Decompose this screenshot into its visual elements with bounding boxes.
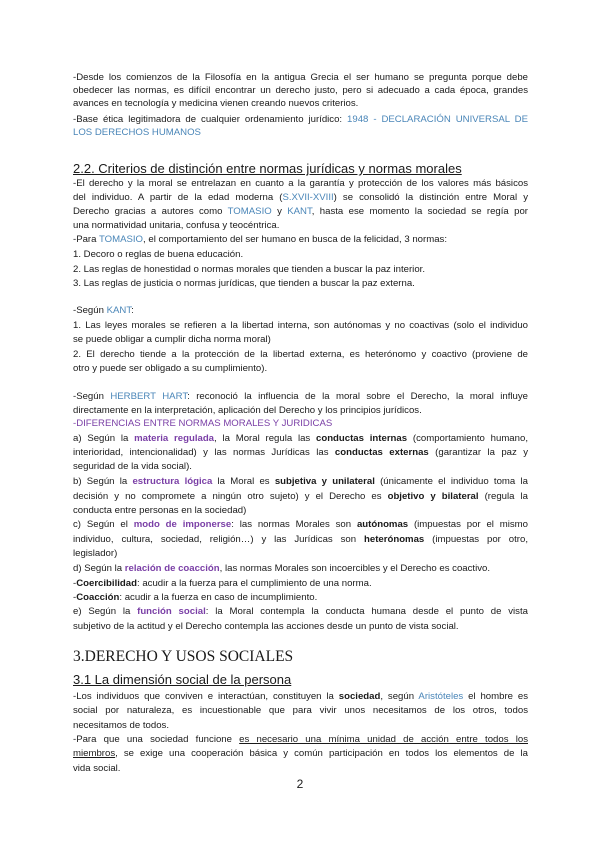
diff-c-line-2 [73,534,528,546]
aristoteles-link[interactable]: Aristóteles [418,691,464,702]
diff-b-line-1 [73,476,528,488]
text: (impuestas por el mismo [408,519,528,530]
kant-heading [73,305,134,317]
bold-text: Coercibilidad [76,578,137,589]
bold-text: sociedad [338,691,381,702]
intro-line-4 [73,114,528,126]
bold-text: autónomas [356,519,409,530]
kant-item-1-cont: se puede obligar a cumplir dicha norma moral) [73,334,271,345]
text: (regula la [478,491,528,502]
coercibilidad-line [73,578,372,590]
diff-d-line-1 [73,563,490,575]
bold-text: Coacción [76,592,120,603]
text: decisión y no compromete a ningún otro sujeto) y el Derecho es [73,491,388,502]
section-3-title: 3.DERECHO Y USOS SOCIALES [73,648,294,665]
text: Derecho gracias a autores como [73,206,228,217]
s22-line-1: -El derecho y la moral se entrelazan en cuanto a la garantía y protección de los valores más básicos [73,178,528,189]
bold-text: subjetiva y unilateral [274,476,375,487]
text: y [271,206,288,217]
text: , se exige una cooperación básica y común participación en todos los elementos de la [115,748,528,759]
page-number: 2 [296,777,304,791]
diff-e-line-2: subjetivo de la actitud y el Derecho contempla las acciones desde un punto de vista social. [73,621,459,632]
differences-heading: -DIFERENCIAS ENTRE NORMAS MORALES Y JURIDICAS [73,418,333,429]
bold-text: conductas externas [334,447,429,458]
text: individuo, cultura, sociedad, religión…) y las Jurídicas son [73,534,365,545]
s31-line-5 [73,748,528,760]
text: , la Moral regula las [214,433,316,444]
text: -Los individuos que conviven e interactúan, constituyen la [73,691,339,702]
text: d) Según la [73,563,125,574]
s31-line-2: social por naturaleza, es incuestionable que para vivir unos necesitamos de los otros, todos [73,705,528,716]
text: - [73,578,77,589]
section-2-2-title: 2.2. Criterios de distinción entre normas jurídicas y normas morales [73,161,462,176]
norm-item-1: 1. Decoro o reglas de buena educación. [73,249,244,260]
text: (únicamente el individuo toma la [374,476,528,487]
intro-text: -Base ética legitimadora de cualquier ordenamiento jurídico: [73,114,348,125]
s22-line-3 [73,206,528,218]
diff-b-line-2 [73,491,528,503]
text: el hombre es [463,691,529,702]
keyword: materia regulada [134,433,215,444]
text: del individuo. A partir de la edad moderna ( [73,192,283,203]
diff-a-line-3: seguridad de la vida social). [73,461,192,472]
bold-text: objetivo y bilateral [387,491,479,502]
text: : [131,305,134,316]
diff-c-line-1 [73,519,528,531]
kant-link[interactable]: KANT [106,305,132,316]
diff-b-line-3: conducta entre personas en la sociedad) [73,505,247,516]
s22-line-2 [73,192,528,204]
diff-c-line-3: legislador) [73,548,118,559]
text: : acudir a la fuerza en caso de incumplimiento. [119,592,318,603]
text: -Según [73,305,107,316]
text: : acudir a la fuerza para el cumplimiento de una norma. [136,578,372,589]
keyword: estructura lógica [132,476,213,487]
century-link[interactable]: S.XVII-XVIII [282,192,334,203]
text: : reconoció la influencia de la moral sobre el Derecho, la moral influye [187,391,528,402]
s31-line-3: necesitamos de todos. [73,720,169,731]
kant-link[interactable]: KANT [287,206,312,217]
norm-item-2: 2. Las reglas de honestidad o normas morales que tienden a buscar la paz interior. [73,264,425,275]
text: , hasta ese momento la sociedad se regía por [311,206,528,217]
text: c) Según el [73,519,134,530]
keyword: función social [137,606,206,617]
diff-a-line-1 [73,433,528,445]
s31-line-1 [73,691,528,703]
norm-item-3: 3. Las reglas de justicia o normas jurídicas, que tienden a buscar la paz externa. [73,278,415,289]
text: b) Según la [73,476,133,487]
intro-line-2: obedecer las normas, es difícil encontrar un derecho justo, pero si adecuado a cada época, grandes [73,85,528,96]
text: , el comportamiento del ser humano en busca de la felicidad, 3 normas: [143,234,448,245]
declaration-link[interactable]: 1948 - DECLARACIÓN UNIVERSAL DE [347,114,529,125]
text: (comportamiento humano, [407,433,528,444]
hart-line-1 [73,391,528,403]
underlined-text: es necesario una mínima unidad de acción entre todos los [239,734,528,745]
text: interioridad, intencionalidad) y las normas Jurídicas las [73,447,335,458]
text: : la Moral contempla la conducta humana desde el punto de vista [205,606,528,617]
hart-line-2: directamente en la interpretación, aplicación del Derecho y los principios jurídicos. [73,405,422,416]
tomasio-link[interactable]: TOMASIO [98,234,144,245]
kant-item-2-cont: otro y puede ser obligado a su cumplimiento). [73,363,268,374]
intro-line-3: avances en tecnología y medicina vienen creando nuevos criterios. [73,98,359,109]
coaccion-line [73,592,317,604]
underlined-text: miembros [73,748,116,759]
kant-item-1: 1. Las leyes morales se refieren a la libertad interna, son autónomas y no coactivas (solo el individuo [73,320,528,331]
s22-line-5 [73,234,447,246]
text: , según [380,691,419,702]
text: a) Según la [73,433,135,444]
diff-a-line-2 [73,447,528,459]
text: : las normas Morales son [231,519,357,530]
declaration-link-cont[interactable]: LOS DERECHOS HUMANOS [73,127,201,138]
diff-e-line-1 [73,606,528,618]
bold-text: heterónomas [364,534,425,545]
text: - [73,592,77,603]
text: (garantizar la paz y [428,447,528,458]
text: -Para [73,234,99,245]
text: , las normas Morales son incoercibles y el Derecho es coactivo. [219,563,491,574]
text: -Según [73,391,111,402]
intro-line-1: -Desde los comienzos de la Filosofía en la antigua Grecia el ser humano se pregunta porque debe [73,72,528,83]
s31-line-4 [73,734,528,746]
text: e) Según la [73,606,138,617]
bold-text: conductas internas [316,433,408,444]
s22-line-4: una normatividad unitaria, confusa y teocéntrica. [73,220,280,231]
hart-link[interactable]: HERBERT HART [110,391,188,402]
keyword: modo de imponerse [133,519,232,530]
text: ) se consolidó la distinción entre Moral y [333,192,528,203]
text: la Moral es [212,476,275,487]
text: (impuestas por otro, [424,534,528,545]
keyword: relación de coacción [124,563,220,574]
text: -Para que una sociedad funcione [73,734,240,745]
s31-line-6: vida social. [73,763,121,774]
tomasio-link[interactable]: TOMASIO [227,206,272,217]
section-3-1-title: 3.1 La dimensión social de la persona [73,672,292,687]
kant-item-2: 2. El derecho tiende a la protección de la libertad externa, es heterónomo y coactivo (proviene de [73,349,528,360]
